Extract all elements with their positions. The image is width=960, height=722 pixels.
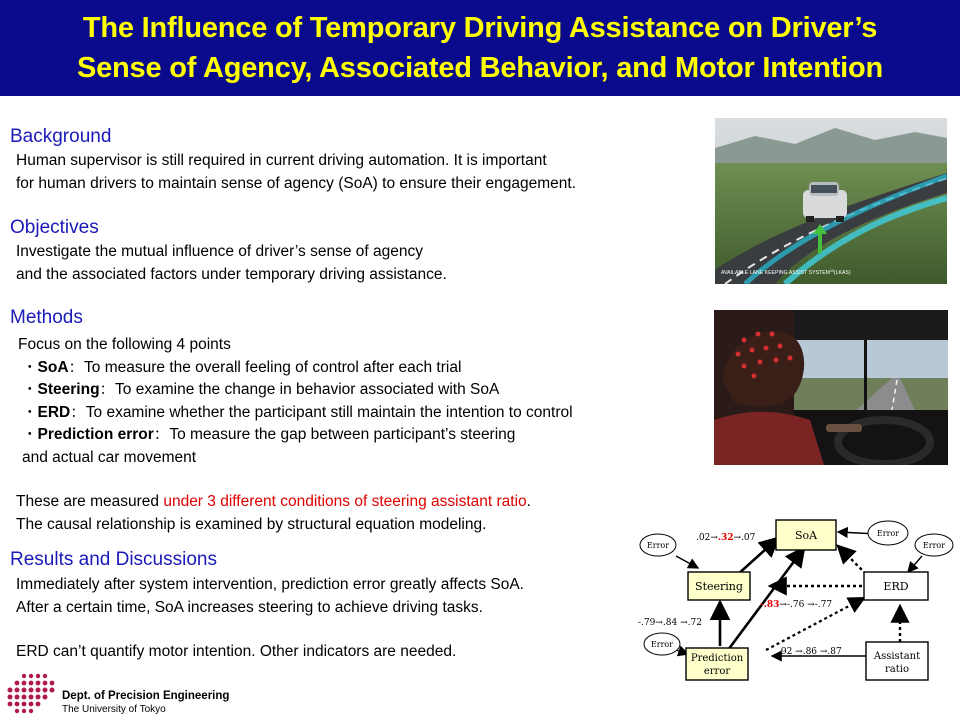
svg-text:Error: Error [646, 541, 670, 550]
title-line-1: The Influence of Temporary Driving Assistance on Driver’s [82, 12, 878, 44]
results-line-3: ERD can’t quantify motor intention. Other indicators are needed. [16, 643, 457, 660]
objectives-line-1: Investigate the mutual influence of driver’s sense of agency [16, 243, 423, 260]
simulator-photo [714, 310, 948, 465]
university-name: The University of Tokyo [62, 704, 166, 715]
objectives-line-2: and the associated factors under temporary driving assistance. [16, 266, 447, 283]
point-term: ERD [37, 404, 71, 421]
methods-intro: Focus on the following 4 points [18, 336, 231, 353]
error-node-steering [640, 534, 676, 556]
svg-text:Prediction: Prediction [690, 653, 744, 664]
node-assistant-ratio [866, 642, 928, 680]
results-line-1: Immediately after system intervention, prediction error greatly affects SoA. [16, 576, 524, 593]
lkas-caption: AVAILABLE LANE KEEPING ASSIST SYSTEM$^{10}$(LKAS) [721, 269, 851, 276]
node-steering [688, 572, 750, 600]
error-node-erd [915, 534, 953, 556]
sem-diagram [636, 514, 958, 684]
measured-post: . [526, 493, 531, 510]
lkas-road-photo [715, 118, 947, 284]
point-desc: To examine whether the participant still maintain the intention to control [85, 404, 573, 421]
results-heading: Results and Discussions [10, 549, 217, 570]
results-line-2: After a certain time, SoA increases steering to achieve driving tasks. [16, 599, 483, 616]
point-desc: To examine the change in behavior associated with SoA [115, 381, 500, 398]
point-desc: To measure the overall feeling of control after each trial [84, 359, 462, 376]
svg-text:error: error [703, 666, 731, 677]
objectives-heading: Objectives [10, 217, 99, 238]
svg-text:SoA: SoA [794, 529, 818, 542]
methods-point-prediction: ・Prediction error：To measure the gap between participant’s steering [22, 426, 516, 443]
methods-measured-line [16, 491, 531, 514]
dot-grid-logo-icon [4, 670, 64, 718]
measured-pre: These are measured [16, 493, 164, 510]
methods-point-steering: ・Steering：To examine the change in behavior associated with SoA [22, 381, 500, 398]
measured-highlight: under 3 different conditions of steering assistant ratio [163, 493, 527, 510]
title-line-2: Sense of Agency, Associated Behavior, and Motor Intention [76, 52, 884, 84]
svg-text:Error: Error [876, 529, 900, 538]
svg-text:Error: Error [650, 640, 674, 649]
methods-heading: Methods [10, 307, 83, 328]
point-desc: To measure the gap between participant’s steering [169, 426, 516, 443]
dept-name: Dept. of Precision Engineering [62, 690, 230, 702]
error-node-prediction [644, 633, 680, 655]
coeff-assistant-prediction: .92 →.86 →.87 [778, 647, 842, 657]
point-term: Steering [37, 381, 100, 398]
title-banner [0, 0, 960, 96]
coeff-soa-steering: .02→.32→.07 [696, 533, 756, 543]
node-prediction-error [686, 648, 748, 680]
svg-text:Error: Error [922, 541, 946, 550]
svg-text:ERD: ERD [883, 580, 909, 593]
svg-text:ratio: ratio [885, 664, 909, 675]
methods-causal-line: The causal relationship is examined by structural equation modeling. [16, 516, 487, 533]
background-heading: Background [10, 126, 112, 147]
background-line-2: for human drivers to maintain sense of agency (SoA) to ensure their engagement. [16, 175, 577, 192]
methods-point-soa: ・SoA：To measure the overall feeling of control after each trial [22, 359, 462, 376]
node-erd [864, 572, 928, 600]
point-term: SoA [37, 359, 69, 376]
svg-text:Assistant: Assistant [873, 651, 921, 662]
node-soa [776, 520, 836, 550]
error-node-soa [868, 521, 908, 545]
methods-continuation: and actual car movement [22, 449, 197, 466]
coeff-prediction-steering: -.79→.84 →.72 [638, 618, 702, 628]
background-line-1: Human supervisor is still required in current driving automation. It is important [16, 152, 547, 169]
coeff-prediction-soa: -.83→-.76 →-.77 [760, 600, 833, 610]
svg-text:Steering: Steering [695, 580, 743, 593]
point-term: Prediction error [37, 426, 154, 443]
methods-point-erd: ・ERD：To examine whether the participant still maintain the intention to control [22, 404, 573, 421]
